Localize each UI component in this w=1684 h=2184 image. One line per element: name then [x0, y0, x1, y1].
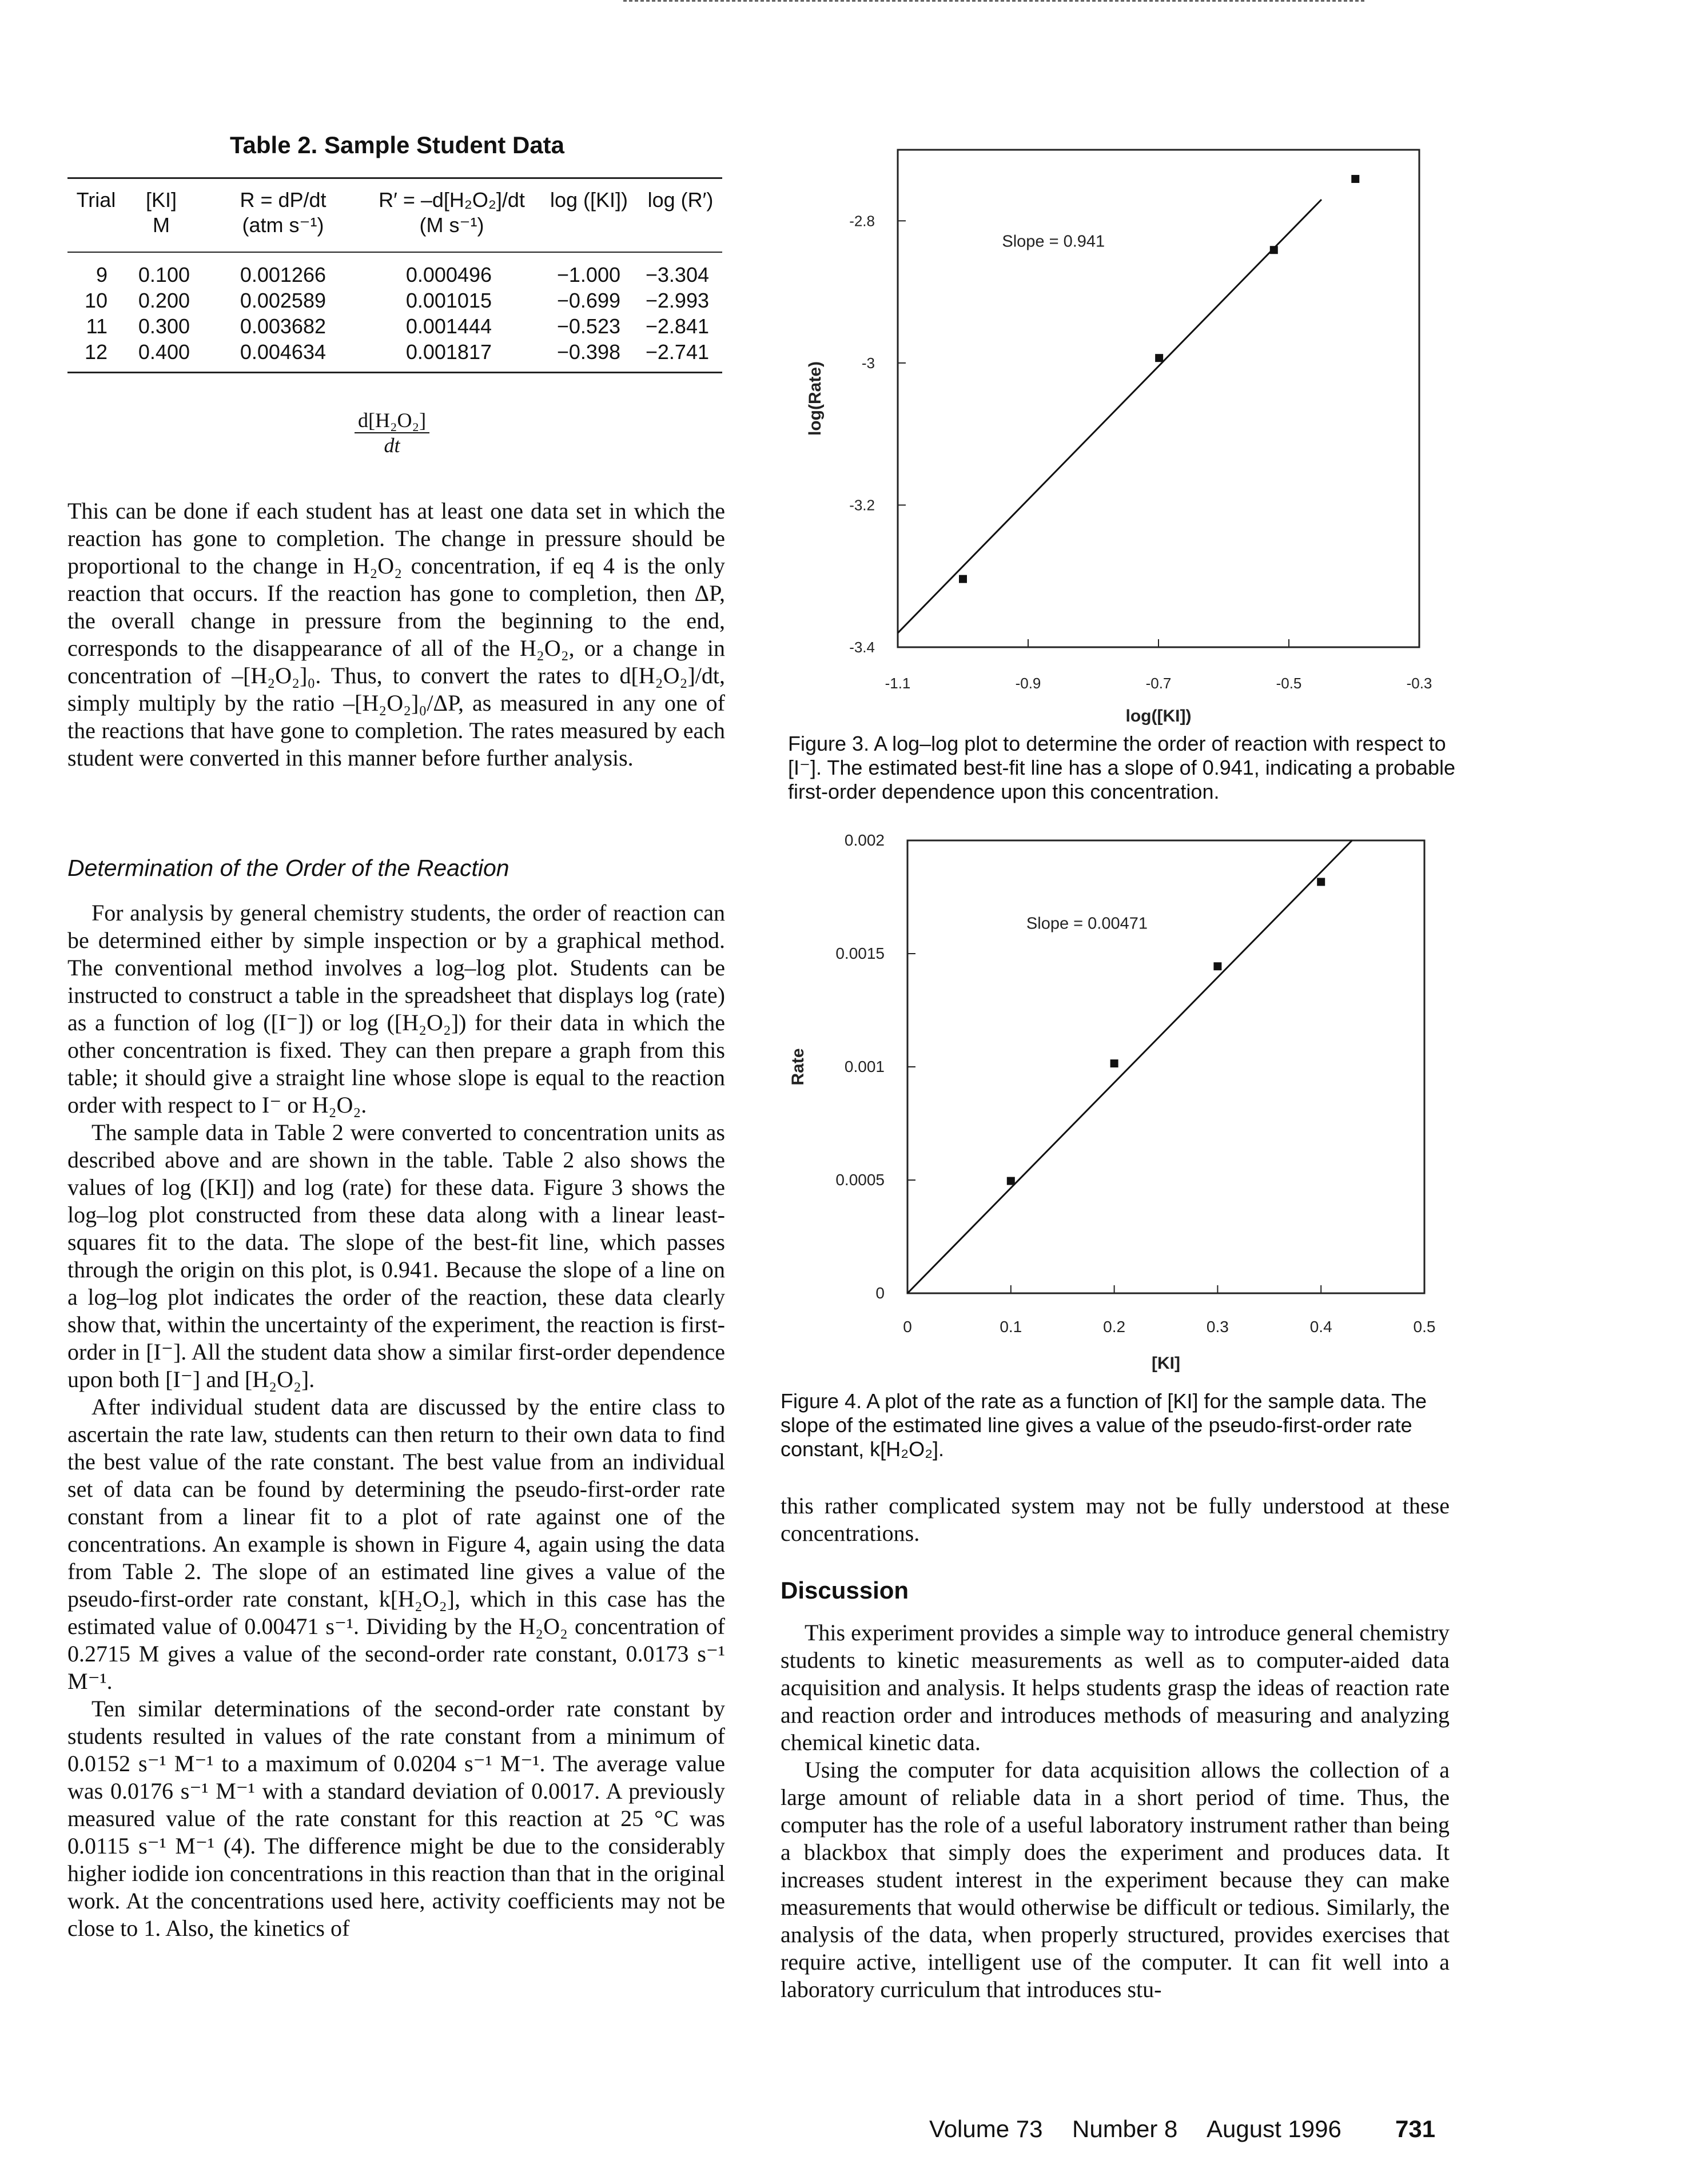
right-column-discussion: [781, 1619, 1450, 2003]
y-tick-label: 0: [875, 1284, 885, 1302]
x-tick-label: -0.5: [1276, 675, 1302, 692]
figure-3-caption: Figure 3. A log–log plot to determine the order of reaction with respect to [I⁻]. The estimated best-fit line has a slope of 0.941, indicating a probable first-order dependence upon this concentration.: [788, 732, 1456, 803]
cell-trial: 11: [86, 314, 108, 338]
paragraph: After individual student data are discussed by the entire class to ascertain the rate law, students can then return to their own data to find the best value of the rate constant. The best value from an individual set of data can be found by determining the pseudo-first-order rate constant from a linear fit to a plot of rate against one of the concentrations. An example is shown in Figure 4, again using the data from Table 2. The slope of an estimated line gives a value of the pseudo-first-order rate constant, k[H₂O₂], which in this case has the estimated value of 0.00471 s⁻¹. Dividing by the H₂O₂ concentration of 0.2715 M gives a value of the second-order rate constant, 0.0173 s⁻¹ M⁻¹.: [67, 1394, 725, 1694]
header-ki: [KI] M: [145, 188, 177, 237]
cell-trial: 10: [84, 289, 108, 312]
section-subheading: Determination of the Order of the Reaction: [67, 855, 509, 881]
equation-numerator: d[H₂O₂]: [355, 408, 429, 433]
equation-fraction: [355, 408, 429, 457]
header-log-ki: log ([KI]): [550, 188, 628, 212]
y-tick-label: 0.001: [844, 1058, 885, 1075]
x-tick-label: -0.7: [1145, 675, 1172, 692]
x-tick-label: 0.3: [1206, 1318, 1229, 1336]
header-log-r: log (R′): [647, 188, 714, 212]
cell-log-r: −2.841: [645, 314, 709, 338]
y-axis-label: Rate: [789, 1048, 807, 1086]
left-column-top: [67, 497, 725, 772]
cell-rate-h2o2: 0.001817: [405, 340, 492, 364]
paragraph: this rather complicated system may not be fully understood at these concentrations.: [781, 1493, 1450, 1546]
equation-denominator: dt: [384, 434, 400, 457]
cell-log-ki: −1.000: [556, 263, 620, 286]
footer-number: Number 8: [1072, 2115, 1178, 2142]
table-bottom-rule: [67, 372, 722, 373]
header-rate-h2o2: R′ = –d[H₂O₂]/dt (M s⁻¹): [379, 188, 525, 237]
data-point: [959, 575, 967, 583]
left-column-body: [67, 899, 725, 1942]
slope-annotation: Slope = 0.941: [1002, 232, 1105, 251]
paragraph: Using the computer for data acquisition allows the collection of a large amount of reliable data in a short period of time. Thus, the computer has the role of a useful laboratory instrument rather than being a blackbox that simply does the experiment and produces data. It increases student interest in the experiment because they can make measurements that would otherwise be difficult or tedious. Similarly, the analysis of the data, when properly structured, provides exercises that require active, intelligent use of the computer. It can fit well into a laboratory curriculum that introduces stu-: [781, 1757, 1450, 2002]
cell-log-ki: −0.699: [556, 289, 620, 312]
cell-rate-h2o2: 0.001444: [405, 314, 492, 338]
cell-rate-h2o2: 0.001015: [405, 289, 492, 312]
plot-frame: [907, 840, 1424, 1293]
x-axis-label: [KI]: [1152, 1354, 1180, 1373]
data-point: [1317, 878, 1325, 886]
data-point: [1155, 354, 1163, 362]
cell-rate-p: 0.003682: [240, 314, 326, 338]
x-tick-label: -0.3: [1406, 675, 1432, 692]
cell-ki: 0.300: [138, 314, 190, 338]
y-tick-label: -2.8: [849, 212, 875, 230]
cell-log-r: −2.993: [645, 289, 709, 312]
data-point: [1270, 246, 1278, 254]
x-axis-label: log([KI]): [1125, 707, 1192, 726]
data-point: [1007, 1177, 1015, 1185]
data-point: [1110, 1059, 1118, 1067]
cell-rate-h2o2: 0.000496: [405, 263, 492, 286]
paragraph: For analysis by general chemistry students, the order of reaction can be determined either by simple inspection or by a graphical method. The conventional method involves a log–log plot. Students can be instructed to construct a table in the spreadsheet that displays log (rate) as a function of log ([I⁻]) or log ([H₂O₂]) for their data in which the other concentration is fixed. They can then prepare a graph from this table; it should give a straight line whose slope is equal to the reaction order with respect to I⁻ or H₂O₂.: [67, 900, 725, 1118]
footer-date: August 1996: [1207, 2115, 1341, 2142]
x-tick-label: 0: [903, 1318, 912, 1336]
y-tick-label: 0.0005: [835, 1171, 885, 1189]
table-mid-rule: [67, 252, 722, 253]
paragraph: This experiment provides a simple way to introduce general chemistry students to kinetic measurements as well as to computer-aided data acquisition and analysis. It helps students grasp the ideas of reaction rate and reaction order and introduces methods of measuring and analyzing chemical kinetic data.: [781, 1620, 1450, 1755]
cell-ki: 0.400: [138, 340, 190, 364]
cell-trial: 9: [95, 263, 108, 286]
figure-3-chart: [795, 137, 1475, 726]
header-rate-p: R = dP/dt (atm s⁻¹): [240, 188, 327, 237]
figure-4-chart: [786, 823, 1478, 1378]
x-tick-label: -1.1: [885, 675, 911, 692]
scan-artifact-top: [623, 0, 1367, 2]
cell-rate-p: 0.001266: [240, 263, 326, 286]
y-tick-label: -3.4: [849, 639, 875, 656]
paragraph: This can be done if each student has at least one data set in which the reaction has gone to completion. The change in pressure should be proportional to the change in H₂O₂ concentration, if eq 4 is the only reaction that occurs. If the reaction has gone to completion, then ΔP, the overall change in pressure from the beginning to the end, corresponds to the disappearance of all of the H₂O₂, or a change in concentration of –[H₂O₂]₀. Thus, to convert the rates to d[H₂O₂]/dt, simply multiply by the ratio –[H₂O₂]₀/ΔP, as measured in any one of the reactions that have gone to completion. The rates measured by each student were converted in this manner before further analysis.: [67, 498, 725, 771]
figure-4-caption: Figure 4. A plot of the rate as a function of [KI] for the sample data. The slope of the estimated line gives a value of the pseudo-first-order rate constant, k[H₂O₂].: [781, 1389, 1427, 1461]
plot-frame: [898, 150, 1419, 647]
data-point: [1213, 962, 1221, 970]
paragraph: Ten similar determinations of the second-order rate constant by students resulted in values of the rate constant from a minimum of 0.0152 s⁻¹ M⁻¹ to a maximum of 0.0204 s⁻¹ M⁻¹. The average value was 0.0176 s⁻¹ M⁻¹ with a standard deviation of 0.0017. A previously measured value of the rate constant for this reaction at 25 °C was 0.0115 s⁻¹ M⁻¹ (4). The difference might be due to the considerably higher iodide ion concentrations in this reaction than that in the original work. At the concentrations used here, activity coefficients may not be close to 1. Also, the kinetics of: [67, 1696, 725, 1941]
y-tick-label: -3.2: [849, 496, 875, 514]
slope-annotation: Slope = 0.00471: [1026, 914, 1148, 933]
header-trial: Trial: [76, 188, 116, 212]
data-point: [1351, 175, 1359, 183]
footer-volume: Volume 73: [929, 2115, 1043, 2142]
y-tick-label: -3: [861, 354, 875, 372]
cell-rate-p: 0.002589: [240, 289, 326, 312]
cell-rate-p: 0.004634: [240, 340, 326, 364]
x-tick-label: 0.5: [1413, 1318, 1436, 1336]
cell-trial: 12: [84, 340, 108, 364]
cell-log-ki: −0.523: [556, 314, 620, 338]
cell-ki: 0.100: [138, 263, 190, 286]
right-column-continued: [781, 1492, 1450, 1547]
y-tick-label: 0.002: [844, 831, 885, 849]
x-tick-label: 0.4: [1309, 1318, 1332, 1336]
table-title: Table 2. Sample Student Data: [230, 131, 565, 158]
fit-line: [907, 840, 1352, 1293]
y-axis-label: log(Rate): [806, 361, 825, 436]
paragraph: The sample data in Table 2 were converted to concentration units as described above and are shown in the table. Table 2 also shows the values of log ([KI]) and log (rate) for these data. Figure 3 shows the log–log plot constructed from these data along with a linear least-squares fit to the data. The slope of the best-fit line, which passes through the origin on this plot, is 0.941. Because the slope of a line on a log–log plot indicates the order of the reaction, these data clearly show that, within the uncertainty of the experiment, the reaction is first-order in [I⁻]. All the student data show a similar first-order dependence upon both [I⁻] and [H₂O₂].: [67, 1119, 725, 1392]
x-tick-label: -0.9: [1015, 675, 1041, 692]
cell-log-r: −3.304: [645, 263, 709, 286]
x-tick-label: 0.2: [1103, 1318, 1126, 1336]
cell-log-ki: −0.398: [556, 340, 620, 364]
cell-log-r: −2.741: [645, 340, 709, 364]
discussion-heading: Discussion: [781, 1577, 909, 1604]
footer-page-number: 731: [1395, 2115, 1436, 2142]
x-tick-label: 0.1: [1000, 1318, 1022, 1336]
y-tick-label: 0.0015: [835, 944, 885, 962]
cell-ki: 0.200: [138, 289, 190, 312]
table-top-rule: [67, 177, 722, 179]
fit-line: [898, 200, 1321, 633]
